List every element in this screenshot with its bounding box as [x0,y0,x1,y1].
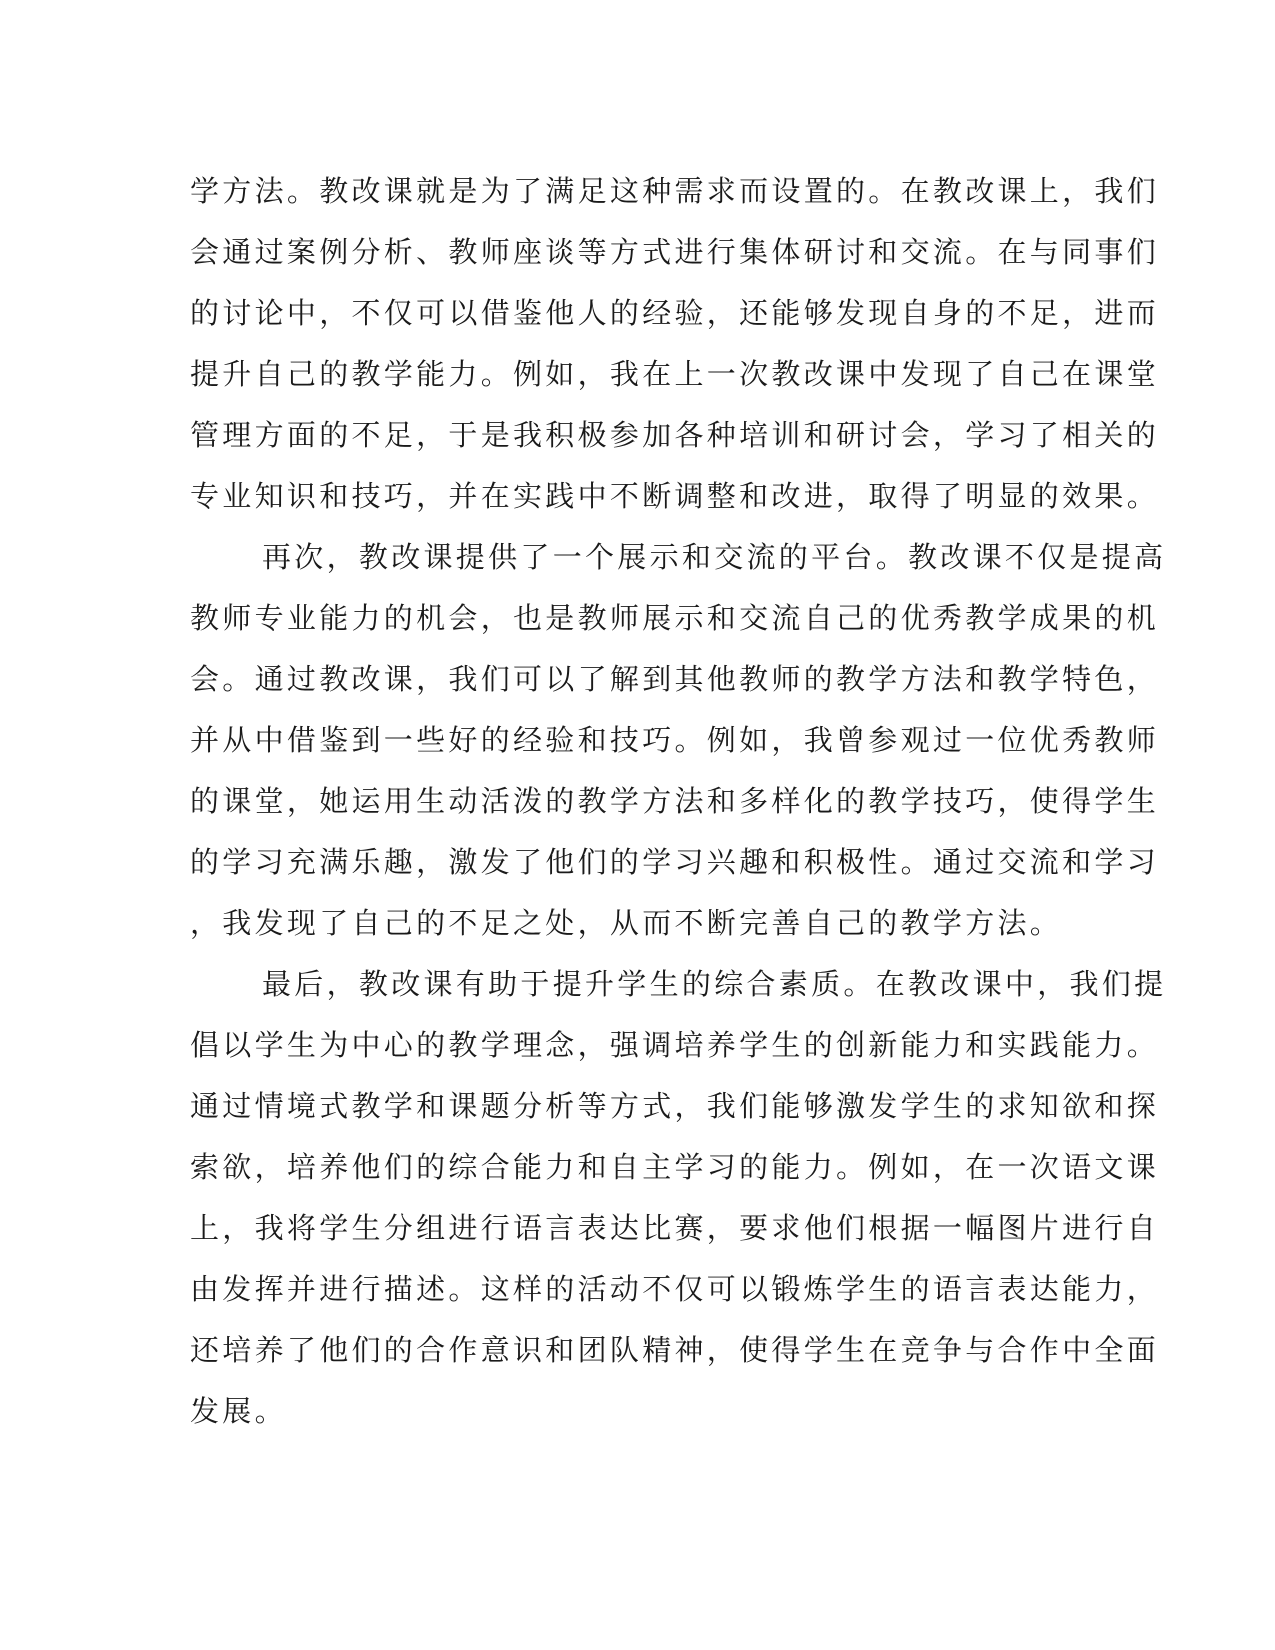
text-line: 发展。 [190,1394,287,1428]
text-line: 的讨论中，不仅可以借鉴他人的经验，还能够发现自身的不足，进而 [190,296,1160,330]
text-line: 会。通过教改课，我们可以了解到其他教师的教学方法和教学特色， [190,662,1160,696]
text-line: 的课堂，她运用生动活泼的教学方法和多样化的教学技巧，使得学生 [190,784,1160,818]
text-line: ，我发现了自己的不足之处，从而不断完善自己的教学方法。 [190,906,1063,940]
text-line: 倡以学生为中心的教学理念，强调培养学生的创新能力和实践能力。 [190,1028,1160,1062]
text-line: 学方法。教改课就是为了满足这种需求而设置的。在教改课上，我们 [190,174,1160,208]
text-line: 专业知识和技巧，并在实践中不断调整和改进，取得了明显的效果。 [190,479,1160,513]
text-line: 索欲，培养他们的综合能力和自主学习的能力。例如，在一次语文课 [190,1150,1160,1184]
text-line: 再次，教改课提供了一个展示和交流的平台。教改课不仅是提高 [262,540,1167,574]
text-line: 教师专业能力的机会，也是教师展示和交流自己的优秀教学成果的机 [190,601,1160,635]
text-line: 上，我将学生分组进行语言表达比赛，要求他们根据一幅图片进行自 [190,1211,1160,1245]
body-text [190,161,1167,1442]
text-line: 管理方面的不足，于是我积极参加各种培训和研讨会，学习了相关的 [190,418,1160,452]
text-line: 最后，教改课有助于提升学生的综合素质。在教改课中，我们提 [262,967,1167,1001]
text-line: 由发挥并进行描述。这样的活动不仅可以锻炼学生的语言表达能力， [190,1272,1160,1306]
text-line: 的学习充满乐趣，激发了他们的学习兴趣和积极性。通过交流和学习 [190,845,1160,879]
text-line: 并从中借鉴到一些好的经验和技巧。例如，我曾参观过一位优秀教师 [190,723,1160,757]
text-line: 通过情境式教学和课题分析等方式，我们能够激发学生的求知欲和探 [190,1089,1160,1123]
text-line: 会通过案例分析、教师座谈等方式进行集体研讨和交流。在与同事们 [190,235,1160,269]
text-line: 还培养了他们的合作意识和团队精神，使得学生在竞争与合作中全面 [190,1333,1160,1367]
text-line: 提升自己的教学能力。例如，我在上一次教改课中发现了自己在课堂 [190,357,1160,391]
